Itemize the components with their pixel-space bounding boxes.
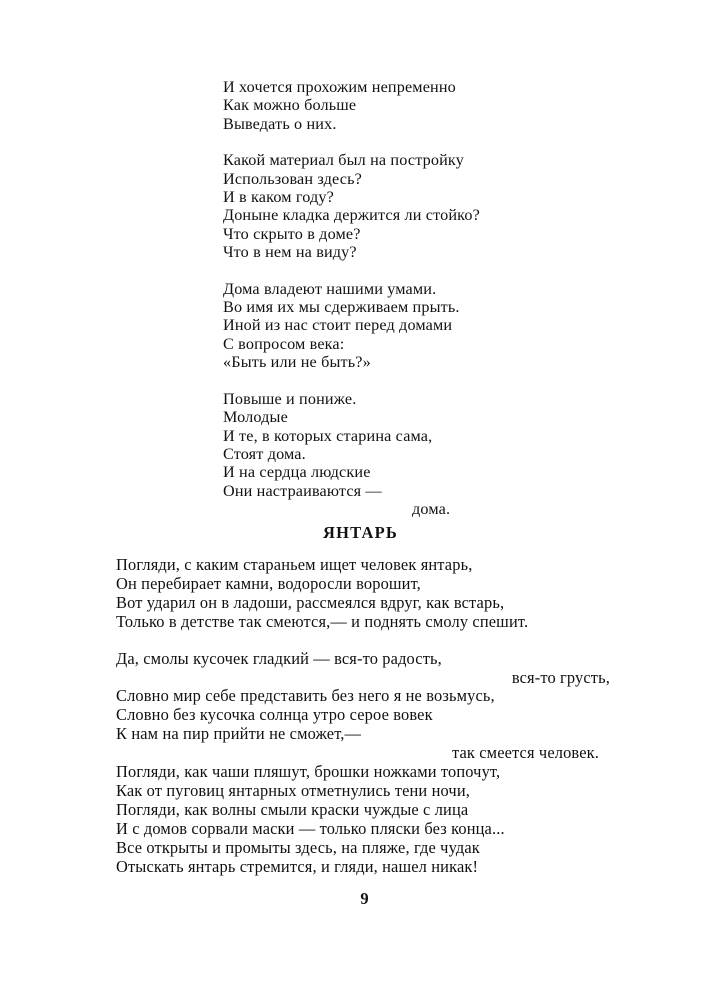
poem-line: Повыше и пониже. xyxy=(223,389,357,408)
poem-line: Погляди, как волны смыли краски чуждые с лица xyxy=(116,799,469,819)
poem-continuation xyxy=(223,78,583,519)
poem-line: Иной из нас стоит перед домами xyxy=(223,316,453,335)
poem-line: Вот ударил он в ладоши, рассмеялся вдруг, как встарь, xyxy=(116,592,505,612)
poem-line: Как можно больше xyxy=(223,96,357,115)
poem-line: Какой материал был на постройку xyxy=(223,151,464,170)
stanza-4 xyxy=(223,390,583,519)
poem-line: Только в детстве так смеются,— и поднять смолу спешит. xyxy=(116,611,529,631)
poem-line: Все открыты и промыты здесь, на пляже, где чудак xyxy=(116,837,480,857)
poem-title: ЯНТАРЬ xyxy=(322,523,399,542)
poem-line: «Быть или не быть?» xyxy=(223,353,371,372)
poem-line: Выведать о них. xyxy=(223,114,337,133)
poem-line: И с домов сорвали маски — только пляски без конца... xyxy=(116,818,505,838)
poem-line: С вопросом века: xyxy=(223,334,345,353)
stanza-2 xyxy=(223,151,583,261)
poem-line-continuation: так смеется человек. xyxy=(451,743,599,763)
poem-line: И на сердца людские xyxy=(223,463,371,482)
poem-line: Словно без кусочка солнца утро серое вовек xyxy=(116,705,433,725)
poem-line: Что в нем на виду? xyxy=(223,243,357,262)
poem-line: И те, в которых старина сама, xyxy=(223,426,433,445)
poem-line: Погляди, как чаши пляшут, брошки ножками топочут, xyxy=(116,762,501,782)
page-number: 9 xyxy=(360,889,369,908)
poem-line: Он перебирает камни, водоросли ворошит, xyxy=(116,573,421,593)
stanza-1 xyxy=(116,556,616,632)
poem-line: Словно мир себе представить без него я не возьмусь, xyxy=(116,686,495,706)
poem-line: Молодые xyxy=(223,408,288,427)
stanza-3 xyxy=(223,280,583,372)
poem-line: Они настраиваются — xyxy=(223,481,382,500)
poem-line: Стоят дома. xyxy=(223,444,306,463)
poem-line: Дома владеют нашими умами. xyxy=(223,279,437,298)
poem-line: Использован здесь? xyxy=(223,169,362,188)
poem-line: И хочется прохожим непременно xyxy=(223,78,456,96)
poem-line: Как от пуговиц янтарных отметнулись тени ночи, xyxy=(116,780,470,800)
poem-line: И в каком году? xyxy=(223,188,334,207)
poem-line: Доныне кладка держится ли стойко? xyxy=(223,206,480,225)
poem-line: Погляди, с каким стараньем ищет человек янтарь, xyxy=(116,555,473,574)
poem-line-continuation: вся-то грусть, xyxy=(511,667,610,687)
poem-line: Во имя их мы сдерживаем прыть. xyxy=(223,298,460,317)
stanza-1 xyxy=(223,78,583,133)
poem-amber xyxy=(116,556,616,895)
poem-line: Отыскать янтарь стремится, и гляди, нашел никак! xyxy=(116,856,479,876)
stanza-2 xyxy=(116,650,616,877)
poem-line: К нам на пир прийти не сможет,— xyxy=(116,724,362,744)
poem-line: Что скрыто в доме? xyxy=(223,224,361,243)
poem-line: Да, смолы кусочек гладкий — вся-то радость, xyxy=(116,648,442,668)
poem-final-line: дома. xyxy=(412,500,451,519)
